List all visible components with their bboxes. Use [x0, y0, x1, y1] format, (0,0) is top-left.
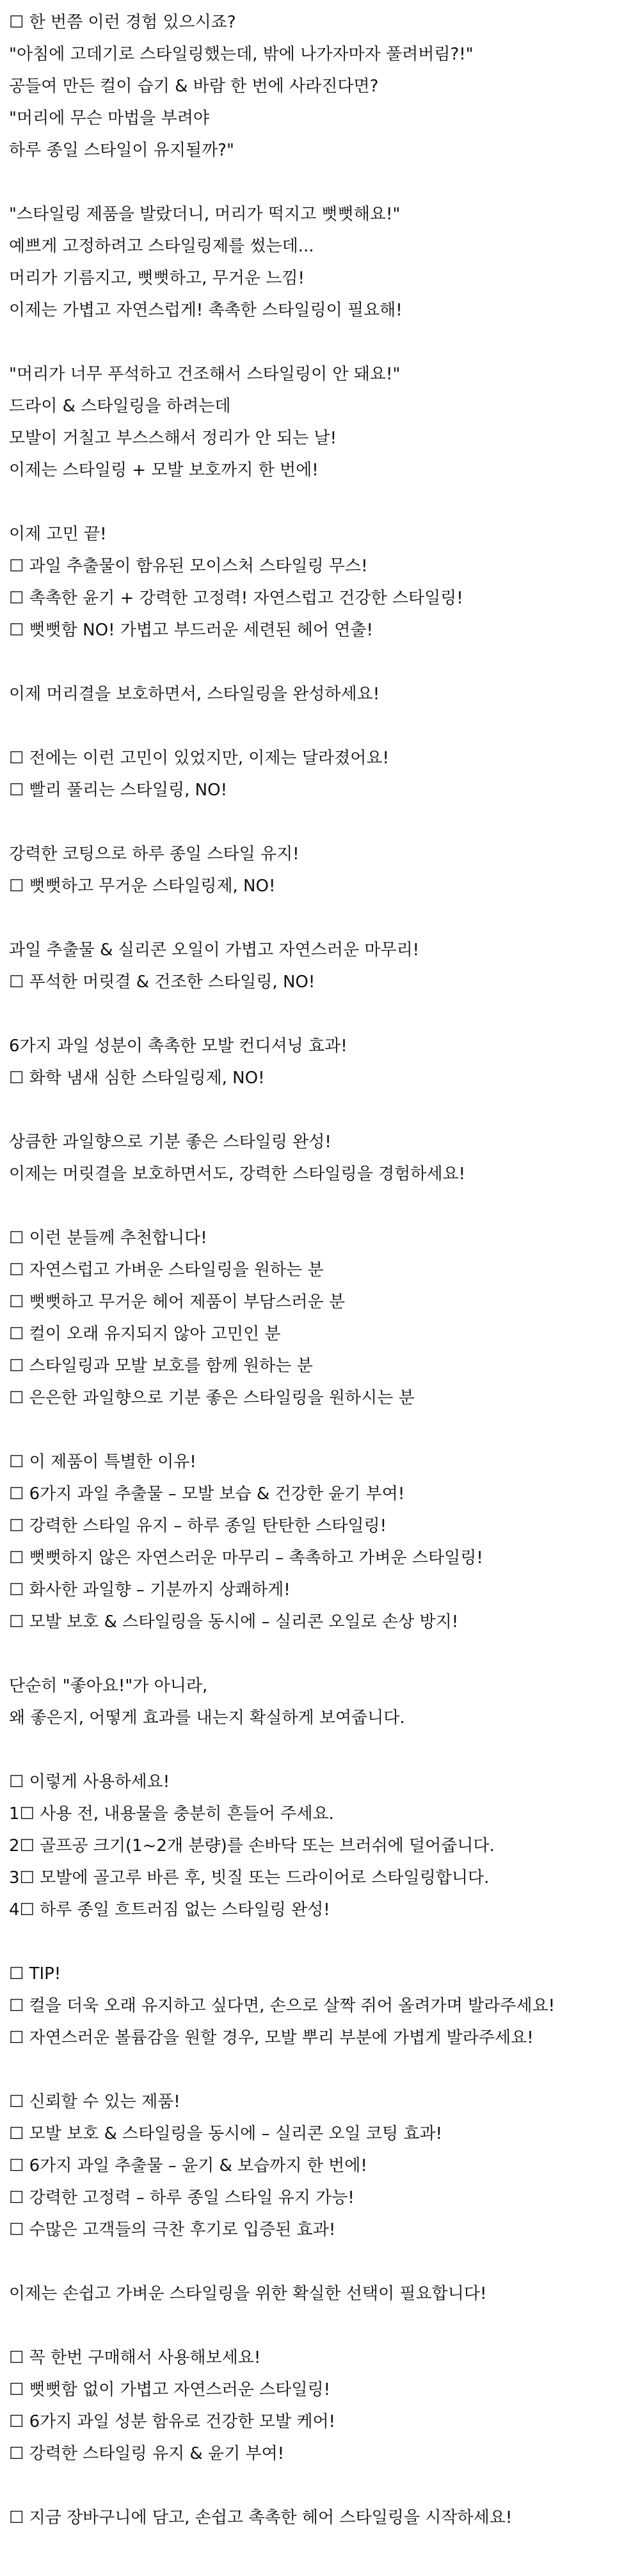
text-line: 머리가 기름지고, 뻣뻣하고, 무거운 느낌! — [9, 269, 305, 288]
text-line: ☐ 화학 냄새 심한 스타일링제, NO! — [9, 1069, 265, 1088]
text-line: ☐ 은은한 과일향으로 기분 좋은 스타일링을 원하시는 분 — [9, 1388, 415, 1408]
text-line: "머리가 너무 푸석하고 건조해서 스타일링이 안 돼요!" — [9, 365, 401, 384]
text-line: ☐ 전에는 이런 고민이 있었지만, 이제는 달라졌어요! — [9, 749, 389, 768]
paragraph-gap — [9, 1094, 640, 1126]
paragraph-gap — [9, 2310, 640, 2342]
text-line: ☐ 스타일링과 모발 보호를 함께 원하는 분 — [9, 1356, 313, 1376]
paragraph-gap — [9, 166, 640, 198]
text-line: ☐ 이 제품이 특별한 이유! — [9, 1452, 196, 1472]
text-line: ☐ 이런 분들께 추천합니다! — [9, 1228, 207, 1248]
text-line: "머리에 무슨 마법을 부려야 — [9, 109, 210, 128]
text-line: 모발이 거칠고 부스스해서 정리가 안 되는 날! — [9, 429, 337, 448]
paragraph-gap — [9, 2246, 640, 2278]
text-line: 3☐ 모발에 골고루 바른 후, 빗질 또는 드라이어로 스타일링합니다. — [9, 1868, 490, 1888]
paragraph-gap — [9, 1926, 640, 1958]
text-line: ☐ 빨리 풀리는 스타일링, NO! — [9, 781, 228, 800]
text-line: 과일 추출물 & 실리콘 오일이 가볍고 자연스러운 마무리! — [9, 941, 420, 960]
text-line: 공들여 만든 컬이 습기 & 바람 한 번에 사라진다면? — [9, 77, 379, 96]
text-line: 상큼한 과일향으로 기분 좋은 스타일링 완성! — [9, 1133, 332, 1152]
text-line: 예쁘게 고정하려고 스타일링제를 썼는데... — [9, 237, 314, 256]
paragraph-gap — [9, 806, 640, 838]
text-line: ☐ 6가지 과일 추출물 – 모발 보습 & 건강한 윤기 부여! — [9, 1484, 405, 1504]
text-line: 강력한 코팅으로 하루 종일 스타일 유지! — [9, 845, 300, 864]
paragraph-gap — [9, 1190, 640, 1222]
text-line: ☐ 뻣뻣하지 않은 자연스러운 마무리 – 촉촉하고 가벼운 스타일링! — [9, 1548, 483, 1568]
text-line: ☐ 뻣뻣함 NO! 가볍고 부드러운 세련된 헤어 연출! — [9, 621, 373, 640]
text-line: ☐ 이렇게 사용하세요! — [9, 1772, 170, 1792]
text-line: ☐ 수많은 고객들의 극찬 후기로 입증된 효과! — [9, 2220, 336, 2239]
text-line: 왜 좋은지, 어떻게 효과를 내는지 확실하게 보여줍니다. — [9, 1708, 405, 1728]
paragraph-gap — [9, 1414, 640, 1446]
text-line: ☐ 강력한 고정력 – 하루 종일 스타일 유지 가능! — [9, 2188, 355, 2207]
text-line: 이제는 스타일링 + 모발 보호까지 한 번에! — [9, 461, 319, 480]
text-line: ☐ 푸석한 머릿결 & 건조한 스타일링, NO! — [9, 973, 316, 992]
paragraph-gap — [9, 998, 640, 1030]
text-line: ☐ 촉촉한 윤기 + 강력한 고정력! 자연스럽고 건강한 스타일링! — [9, 589, 463, 608]
text-line: 4☐ 하루 종일 흐트러짐 없는 스타일링 완성! — [9, 1900, 330, 1920]
text-line: 1☐ 사용 전, 내용물을 충분히 흔들어 주세요. — [9, 1804, 334, 1824]
text-line: 이제 머리결을 보호하면서, 스타일링을 완성하세요! — [9, 685, 380, 704]
text-line: ☐ 뻣뻣함 없이 가볍고 자연스러운 스타일링! — [9, 2380, 331, 2399]
paragraph-gap — [9, 646, 640, 678]
text-line: ☐ 화사한 과일향 – 기분까지 상쾌하게! — [9, 1580, 291, 1600]
paragraph-gap — [9, 902, 640, 934]
text-line: ☐ 꼭 한번 구매해서 사용해보세요! — [9, 2348, 261, 2367]
text-line: 2☐ 골프공 크기(1~2개 분량)를 손바닥 또는 브러쉬에 덜어줍니다. — [9, 1836, 495, 1856]
paragraph-gap — [9, 486, 640, 518]
text-line: ☐ 강력한 스타일링 유지 & 윤기 부여! — [9, 2444, 285, 2463]
text-line: ☐ 컬이 오래 유지되지 않아 고민인 분 — [9, 1324, 281, 1344]
text-line: ☐ 컬을 더욱 오래 유지하고 싶다면, 손으로 살짝 쥐어 올려가며 발라주세요! — [9, 1996, 556, 2015]
text-line: ☐ 뻣뻣하고 무거운 스타일링제, NO! — [9, 877, 276, 896]
paragraph-gap — [9, 2470, 640, 2502]
text-line: ☐ 자연스러운 볼륨감을 원할 경우, 모발 뿌리 부분에 가볍게 발라주세요! — [9, 2028, 534, 2047]
text-line: ☐ 지금 장바구니에 담고, 손쉽고 촉촉한 헤어 스타일링을 시작하세요! — [9, 2508, 513, 2527]
text-line: 6가지 과일 성분이 촉촉한 모발 컨디셔닝 효과! — [9, 1037, 348, 1056]
text-line: 이제는 가볍고 자연스럽게! 촉촉한 스타일링이 필요해! — [9, 301, 403, 320]
text-line: ☐ 6가지 과일 추출물 – 윤기 & 보습까지 한 번에! — [9, 2156, 367, 2175]
text-line: ☐ 모발 보호 & 스타일링을 동시에 – 실리콘 오일로 손상 방지! — [9, 1612, 459, 1632]
paragraph-gap — [9, 710, 640, 742]
text-line: ☐ 모발 보호 & 스타일링을 동시에 – 실리콘 오일 코팅 효과! — [9, 2124, 443, 2143]
text-line: 이제는 머릿결을 보호하면서도, 강력한 스타일링을 경험하세요! — [9, 1165, 466, 1184]
text-line: ☐ 강력한 스타일 유지 – 하루 종일 탄탄한 스타일링! — [9, 1516, 387, 1536]
text-line: "아침에 고데기로 스타일링했는데, 밖에 나가자마자 풀려버림?!" — [9, 45, 474, 64]
text-line: "스타일링 제품을 발랐더니, 머리가 떡지고 뻣뻣해요!" — [9, 205, 401, 224]
text-line: ☐ 6가지 과일 성분 함유로 건강한 모발 케어! — [9, 2412, 335, 2431]
paragraph-gap — [9, 2054, 640, 2086]
paragraph-gap — [9, 326, 640, 358]
text-line: ☐ 뻣뻣하고 무거운 헤어 제품이 부담스러운 분 — [9, 1292, 345, 1312]
text-line: 드라이 & 스타일링을 하려는데 — [9, 397, 231, 416]
text-line: ☐ 자연스럽고 가벼운 스타일링을 원하는 분 — [9, 1260, 324, 1280]
text-line: ☐ 한 번쯤 이런 경험 있으시죠? — [9, 13, 236, 32]
paragraph-gap — [9, 1638, 640, 1670]
text-line: 단순히 "좋아요!"가 아니라, — [9, 1676, 208, 1696]
paragraph-gap — [9, 1734, 640, 1766]
text-line: 하루 종일 스타일이 유지될까?" — [9, 141, 234, 160]
text-line: ☐ TIP! — [9, 1964, 61, 1984]
text-line: ☐ 과일 추출물이 함유된 모이스처 스타일링 무스! — [9, 557, 368, 576]
text-line: 이제는 손쉽고 가벼운 스타일링을 위한 확실한 선택이 필요합니다! — [9, 2284, 487, 2303]
text-line: ☐ 신뢰할 수 있는 제품! — [9, 2092, 180, 2111]
text-line: 이제 고민 끝! — [9, 525, 107, 544]
